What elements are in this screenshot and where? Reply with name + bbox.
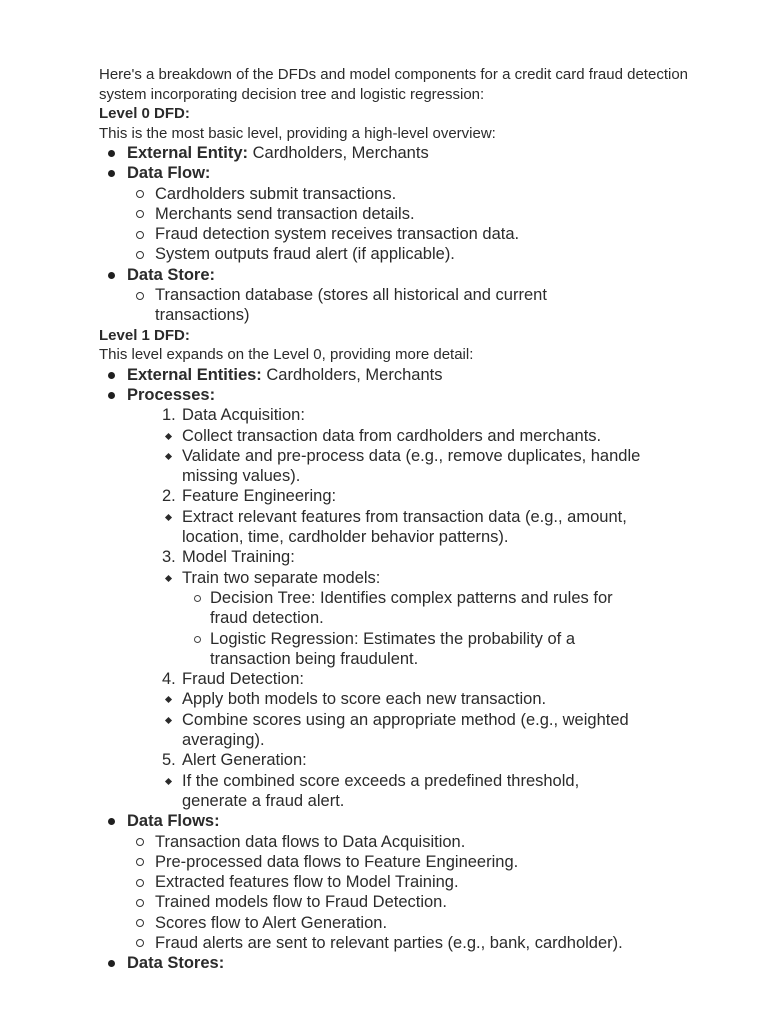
process-title: Data Acquisition: xyxy=(182,406,305,425)
circle-bullet-icon xyxy=(136,838,144,846)
level0-data-flow xyxy=(99,163,699,183)
list-item xyxy=(99,568,699,588)
level0-data-store xyxy=(99,265,699,285)
diamond-bullet-icon xyxy=(165,514,172,521)
list-item-text: Extracted features flow to Model Training. xyxy=(155,873,459,892)
external-entities-value: Cardholders, Merchants xyxy=(261,365,443,384)
disc-bullet-icon xyxy=(108,818,115,825)
circle-bullet-icon xyxy=(136,858,144,866)
process-item xyxy=(99,547,699,567)
circle-bullet-icon xyxy=(136,210,144,218)
list-item-text: Fraud detection system receives transaction data. xyxy=(155,225,520,244)
list-item xyxy=(99,913,699,933)
process-title: Model Training: xyxy=(182,548,295,567)
process-item xyxy=(99,669,699,689)
list-item xyxy=(99,224,699,244)
list-item xyxy=(99,446,699,466)
diamond-bullet-icon xyxy=(165,696,172,703)
list-item xyxy=(99,771,699,791)
level1-data-flows xyxy=(99,811,699,831)
diamond-bullet-icon xyxy=(165,778,172,785)
list-item xyxy=(99,507,699,527)
sub-list-item-continuation xyxy=(99,608,699,628)
process-item xyxy=(99,750,699,770)
list-item-continuation xyxy=(99,527,699,547)
level0-description: This is the most basic level, providing a high-level overview: xyxy=(99,124,496,142)
disc-bullet-icon xyxy=(108,272,115,279)
document-page xyxy=(99,65,699,974)
list-item xyxy=(99,832,699,852)
list-item-text: Transaction database (stores all historical and current xyxy=(155,286,547,305)
process-number: 1. xyxy=(162,406,176,425)
circle-bullet-icon xyxy=(136,190,144,198)
diamond-bullet-icon xyxy=(165,575,172,582)
level1-data-stores xyxy=(99,953,699,973)
disc-bullet-icon xyxy=(108,150,115,157)
circle-bullet-icon xyxy=(136,879,144,887)
level1-external-entities xyxy=(99,365,699,385)
disc-bullet-icon xyxy=(108,170,115,177)
intro-text: Here's a breakdown of the DFDs and model components for a credit card fraud detection system incorporating decision tree and logistic regression: xyxy=(99,66,689,103)
circle-bullet-icon xyxy=(136,899,144,907)
external-entity-label: External Entity: xyxy=(127,144,249,162)
list-item-text: Collect transaction data from cardholders and merchants. xyxy=(182,426,602,445)
list-item-text: Merchants send transaction details. xyxy=(155,204,415,223)
processes-label: Processes: xyxy=(127,385,216,404)
disc-bullet-icon xyxy=(108,392,115,399)
list-item-text: If the combined score exceeds a predefined threshold, xyxy=(182,771,580,790)
external-entity-value: Cardholders, Merchants xyxy=(248,144,429,162)
list-item-text: Fraud alerts are sent to relevant parties (e.g., bank, cardholder). xyxy=(155,933,623,952)
process-number: 5. xyxy=(162,751,176,770)
list-item-text: Trained models flow to Fraud Detection. xyxy=(155,893,447,912)
circle-bullet-icon xyxy=(136,231,144,239)
data-flow-label: Data Flow: xyxy=(127,164,211,183)
diamond-bullet-icon xyxy=(165,717,172,724)
process-number: 2. xyxy=(162,487,176,506)
list-item xyxy=(99,933,699,953)
process-item xyxy=(99,486,699,506)
list-item-text: averaging). xyxy=(182,731,265,750)
process-title: Feature Engineering: xyxy=(182,487,337,506)
level1-processes xyxy=(99,385,699,405)
level1-description: This level expands on the Level 0, providing more detail: xyxy=(99,346,474,364)
list-item xyxy=(99,872,699,892)
list-item-text: location, time, cardholder behavior patterns). xyxy=(182,528,509,547)
list-item-text: generate a fraud alert. xyxy=(182,791,345,810)
circle-bullet-icon xyxy=(136,292,144,300)
list-item-text: System outputs fraud alert (if applicable). xyxy=(155,245,455,264)
external-entities-label: External Entities: xyxy=(127,365,262,384)
list-item-text: Extract relevant features from transaction data (e.g., amount, xyxy=(182,507,627,526)
circle-bullet-icon xyxy=(136,251,144,259)
list-item-text: Cardholders submit transactions. xyxy=(155,184,397,203)
list-item xyxy=(99,892,699,912)
diamond-bullet-icon xyxy=(165,433,172,440)
list-item-continuation xyxy=(99,730,699,750)
list-item-text: Combine scores using an appropriate method (e.g., weighted xyxy=(182,710,629,729)
level0-external-entity xyxy=(99,143,699,163)
sub-list-item-continuation xyxy=(99,649,699,669)
list-item xyxy=(99,852,699,872)
list-item-text: missing values). xyxy=(182,467,301,486)
list-item-continuation xyxy=(99,305,699,325)
list-item-text: Pre-processed data flows to Feature Engineering. xyxy=(155,852,519,871)
list-item xyxy=(99,184,699,204)
disc-bullet-icon xyxy=(108,372,115,379)
list-item-text: fraud detection. xyxy=(210,609,324,628)
process-number: 3. xyxy=(162,548,176,567)
list-item-text: Validate and pre-process data (e.g., remove duplicates, handle xyxy=(182,446,641,465)
process-title: Fraud Detection: xyxy=(182,670,304,689)
list-item-text: Scores flow to Alert Generation. xyxy=(155,913,388,932)
list-item-text: Logistic Regression: Estimates the probability of a xyxy=(210,629,576,648)
circle-bullet-icon xyxy=(194,595,201,602)
data-flows-label: Data Flows: xyxy=(127,812,220,831)
sub-list-item xyxy=(99,629,699,649)
circle-bullet-icon xyxy=(136,919,144,927)
disc-bullet-icon xyxy=(108,960,115,967)
process-item xyxy=(99,405,699,425)
data-store-label: Data Store: xyxy=(127,265,216,284)
level0-heading: Level 0 DFD: xyxy=(99,105,190,122)
intro-paragraph xyxy=(99,65,699,104)
diamond-bullet-icon xyxy=(165,453,172,460)
list-item xyxy=(99,285,699,305)
list-item-continuation xyxy=(99,791,699,811)
list-item xyxy=(99,204,699,224)
list-item-text: Decision Tree: Identifies complex patterns and rules for xyxy=(210,588,613,607)
list-item-text: Transaction data flows to Data Acquisition. xyxy=(155,832,466,851)
list-item xyxy=(99,426,699,446)
process-title: Alert Generation: xyxy=(182,751,307,770)
list-item xyxy=(99,710,699,730)
list-item-text: Apply both models to score each new transaction. xyxy=(182,690,547,709)
level1-heading: Level 1 DFD: xyxy=(99,326,190,344)
process-number: 4. xyxy=(162,670,176,689)
list-item xyxy=(99,689,699,709)
data-stores-label: Data Stores: xyxy=(127,954,225,973)
list-item xyxy=(99,244,699,264)
list-item-continuation xyxy=(99,466,699,486)
list-item-text: Train two separate models: xyxy=(182,568,381,587)
circle-bullet-icon xyxy=(136,939,144,947)
list-item-text: transactions) xyxy=(155,306,250,325)
list-item-text: transaction being fraudulent. xyxy=(210,649,419,668)
circle-bullet-icon xyxy=(194,636,201,643)
sub-list-item xyxy=(99,588,699,608)
